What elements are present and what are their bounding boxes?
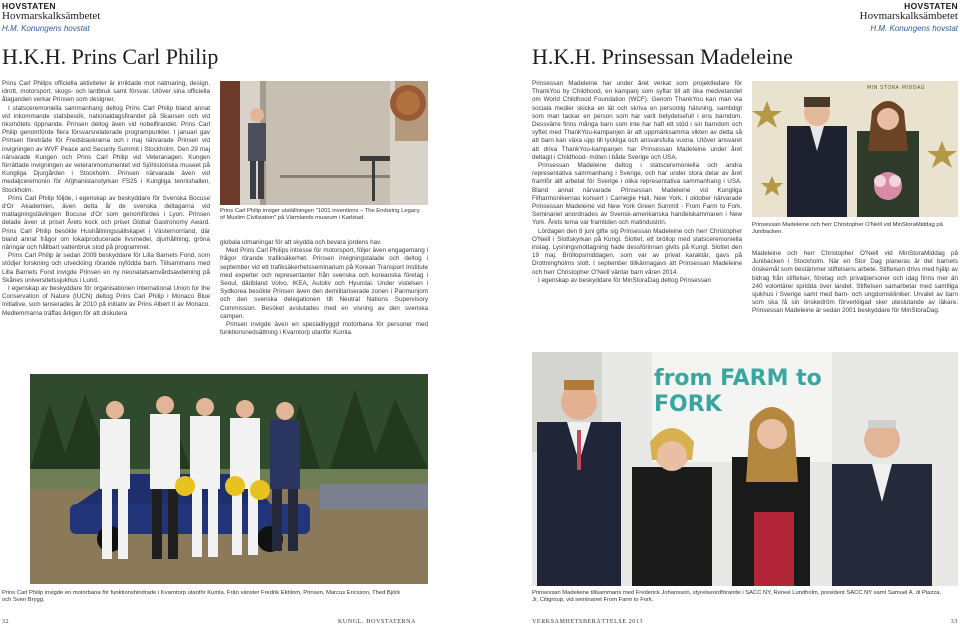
- right-text-column-2: [752, 250, 958, 350]
- right-paragraph: I egenskap av beskyddare för MinStoraDag deltog Prinsessan: [538, 276, 711, 284]
- left-paragraph: I egenskap av beskyddare för organisationen International Union for the Conservation of Nature (IUCN) deltog Prins Carl Philip i Monaco Blue Initiative, som lanserades år 2010 på initiativ av Prins Albert II av Monaco. Medlemmarna träffas årligen för att diskutera: [2, 285, 210, 317]
- right-caption-top: Prinsessan Madeleine och herr Christopher O'Neill vid MinStoraMiddag på Junibacken.: [752, 222, 943, 236]
- left-page-number: 32: [2, 619, 10, 625]
- left-paragraph: I statsceremoniella sammanhang deltog Prins Carl Philip bland annat vid inkommande statsbesök, nationaldagsfirandet på Skansen och vid riksmötets öppnande. Prinsen deltog även vid nobelfirandet. Prins Carl Philip genomförde flera försvarsrelaterade programpunkter. I januari gav Prinsen företräde för Fredsbaskrarna och i maj närvarade Prinsen vid invigningen av WVF Peace and Security Summit i Stockholm. Den 29 maj närvarade Kungen och Prins Carl Philip vid Veteranagen. Kungen förrättade invigningen av veteranmonumentet vid Sjöhistoriska museet på Kungliga Djurgården i Stockholm. Prinsen närvarade även vid medaljceremonin för Afghanistanstyrkan FS25 i Kungliga tennishallen, Stockholm.: [2, 104, 210, 194]
- right-paragraph: Madeleine och herr Christopher O'Neill vid MinStoraMiddag på Junibacken i Stockholm. När en Stor Dag planeras är det barnets önskemål som bestämmer stiftelsens arbete. Stiftelsen drivs med hjälp av bidrag från stiftelser, företag och privatpersoner och idag finns mer än 240 volontärer spridda över landet. Stiftelsen samarbetar med samtliga sjukhus i Sverige samt med barn- och ungdomskliniker. Urvalet av barn som ska få sin önskedröm förverkligad sker uteslutande av läkare. Prinsessan Madeleine är sedan 2001 beskyddare för MinStoraDag.: [752, 250, 958, 315]
- left-paragraph: Prins Carl Philip är sedan 2009 beskyddare för Lilla Barnets Fond, som stödjer forskning och utveckling rörande nyfödda barn. Tillsammans med Lilla Barnets Fond invigde Prinsen en ny neonatalsamvårdsavdelning på Skånes universitetssjukhus i Lund.: [2, 252, 210, 284]
- left-paragraph: Prins Carl Philip följde, i egenskap av beskyddare för Svenska Bocuse d'Or Akademien, även detta år de svenska deltagarna vid matlagningstävlingen Bocuse d'Or som genomfördes i Lyon. Prinsen delade även ut priset Årets kock och priset Global Gastronomy Award. Prins Carl Philip besökte Hushållningssällskapet i Västernorrland, där bland annat frågor om lokalproducerade livsmedel, djurhållning, gröna näringar och hållbart vattenbruk stod på programmet.: [2, 194, 210, 252]
- photo-farm-to-fork: [532, 352, 958, 586]
- left-running-title: KUNGL. HOVSTATERNA: [338, 619, 416, 625]
- backdrop-text-minstoramiddag: MIN STORA MIDDAG: [867, 85, 926, 91]
- left-paragraph: globala utmaningar för att skydda och bevara jordens hav.: [220, 239, 382, 246]
- photo-racetrack: [30, 374, 428, 584]
- right-office-name: H.M. Konungens hovstat: [870, 24, 958, 33]
- left-text-column-2: [220, 239, 428, 351]
- right-paragraph: Prinsessan Madeleine deltog i statsceremoniella och andra representativa sammanhang i Sverige, och har under stora delar av året framför allt arbetat för Sverige i olika representativa sammanhang i USA. Bland annat närvarade Prinsessan Madeleine vid Kungliga Filharmonikernas konsert i Carnegie Hall, New York. I oktober närvarade Prinsessan Madeleine vid New York Green Summit - From Farm to Fork. Seminariet anordnades av Svensk-amerikanska handelskammaren i New York. Årets tema var framtiden och matindustrin.: [532, 162, 742, 227]
- right-court-name: Hovmarskalksämbetet: [859, 10, 958, 22]
- right-section-label: HOVSTATEN: [904, 1, 958, 11]
- right-running-title: VERKSAMHETSBERÄTTELSE 2013: [532, 619, 644, 625]
- left-court-name: Hovmarskalksämbetet: [2, 10, 101, 22]
- right-page: [480, 0, 960, 629]
- photo-exhibition: [220, 81, 428, 205]
- photo-racetrack-illustration: [30, 374, 428, 584]
- right-text-column-1: [532, 80, 742, 352]
- left-office-name: H.M. Konungens hovstat: [2, 24, 90, 33]
- left-caption-top: Prins Carl Philip inviger utställningen "1001 inventions – The Enduring Legacy of Muslim Civilization" på Värmlands museum i Karlstad.: [220, 208, 420, 222]
- left-paragraph: Med Prins Carl Philips intresse för motorsport, följer även engagemang i frågor rörande trafiksäkerhet. Prinsen invigningstalade och deltog i september vid ett trafiksäkerhetsseminarium på Korean Transport Institute med experter och representanter från svenska och koreanska företag i Seoul, däribland Volvo, IKEA, Autoliv och Hyundai. Under vistelsen i Sydkorea besökte Prinsen även den demilitariserade zonen i Panmunjom och den svenska delegationen till Neutral Nations Supervisory Commission. Besöket avslutades med en visning av den svenska campen.: [220, 247, 428, 320]
- left-text-column-1: [2, 80, 210, 362]
- left-section-label: HOVSTATEN: [2, 1, 56, 11]
- photo-minstoramiddag-illustration: [752, 81, 958, 217]
- left-paragraph: Prins Carl Philips officiella aktiviteter är inriktade mot natmaring, design, idrott, motorsport, skogs- och lantbruk samt försvar. Utöver sina officiella åtaganden verkar Prinsen som designer.: [2, 80, 210, 104]
- right-page-number: 33: [950, 619, 958, 625]
- right-page-title: H.K.H. Prinsessan Madeleine: [532, 44, 793, 69]
- photo-exhibition-illustration: [220, 81, 428, 205]
- right-paragraph: Lördagen den 8 juni gifte sig Prinsessan Madeleine och herr Christopher O'Neill i Slottskyrkan på Kungl. Slottet, ett bröllop med statsceremoniella inslag. Lysningsmottagning hade dessförinnan givits på Kungl. Slottet den 19 maj. Bröllopsmiddagen, som var av privat karaktär, gavs på Drottningholms slott. I september tillkännagavs att Prinsessan Madeleine och herr Christopher O'Neill väntar barn våren 2014.: [532, 227, 742, 276]
- backdrop-text-farm-to-fork: from FARM to FORK: [654, 366, 822, 417]
- left-page-title: H.K.H. Prins Carl Philip: [2, 44, 219, 69]
- left-caption-bottom: Prins Carl Philip invigde en motorbana för funktionshindrade i Kvarntorp utanför Kumla. Från vänster Fredrik Ekblom, Prinsen, Marcus Ericsson, Thed Björk och Sven Brygg.: [2, 590, 401, 604]
- right-caption-bottom: Prinsessan Madeleine tillsammans med Frederick Johansson, styrelseordförande i SACC NY, Reneé Lundholm, president SACC NY samt Samuel A. di Piazza, Jr, Citigroup, vid seminariet From Farm to Fork.: [532, 590, 941, 604]
- right-paragraph: Prinsessan Madeleine har under året verkat som projektledare för ThankYou by Childhood, en kampanj som syftar till att öka medvetandet om World Childhood Foundation (WCF). Genom ThankYou kan man via sociala medier skicka en lät och skriva en personlig hälsning, samtidigt som man tackar en person som har varit betydelsefull i ens barndom. Dessvärre finns många barn som inte har haft ett stöd i sin barndom och syftet med ThankYou-kampanjen är att uppmärksamma vikten av detta så att barn kan växa upp till lyckliga och ansvarsfulla vuxna. Utöver ansvaret att driva ThankYou-kampanjen har Prinsessan Madeleine under året deltagit i Childhood- möten i både Sverige och USA.: [532, 80, 742, 161]
- left-paragraph: Prinsen invigde även en specialbyggd motorbana för personer med funktionsnedsättning i Kvarntorp utanför Kumla.: [220, 321, 428, 337]
- photo-minstoramiddag: [752, 81, 958, 217]
